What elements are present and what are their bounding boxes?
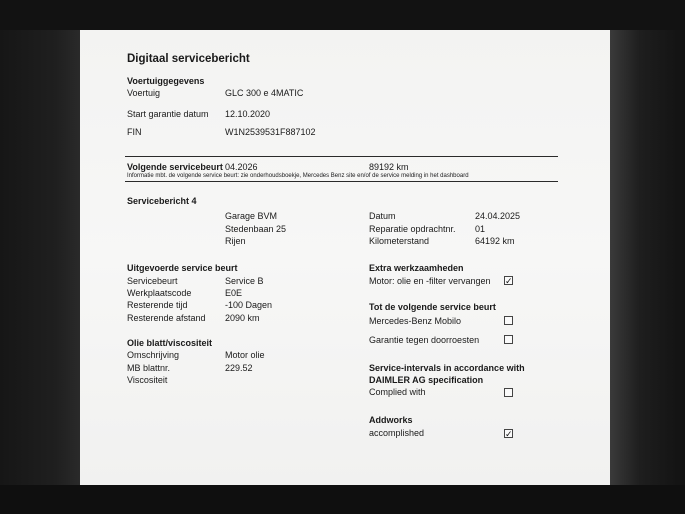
until-next-heading: Tot de volgende service beurt (369, 302, 496, 312)
performed-value: 2090 km (225, 313, 260, 323)
checkmark-icon: ✓ (505, 429, 513, 439)
date-value: 24.04.2025 (475, 211, 521, 221)
performed-value: -100 Dagen (225, 300, 273, 310)
performed-heading: Uitgevoerde service beurt (127, 263, 238, 273)
rust-warranty-checkbox[interactable] (504, 335, 513, 344)
service-report-screen (80, 30, 610, 485)
mobilo-checkbox[interactable] (504, 316, 513, 325)
photo-top-edge (0, 0, 685, 30)
divider (125, 156, 558, 157)
until-next-item-label: Mercedes-Benz Mobilo (369, 316, 462, 326)
next-service-date: 04.2026 (225, 162, 258, 172)
intervals-heading-line2: DAIMLER AG specification (369, 375, 484, 385)
fin-value: W1N2539531F887102 (225, 127, 316, 137)
next-service-note: Informatie mbt. de volgende service beurt: zie onderhoudsboekje, Mercedes Benz site en/of de service melding in het dashboard (127, 173, 469, 179)
performed-label: Resterende afstand (127, 313, 206, 323)
performed-value: Service B (225, 276, 264, 286)
odometer-label: Kilometerstand (369, 236, 430, 246)
intervals-heading-line1: Service-intervals in accordance with (369, 363, 525, 373)
fin-label: FIN (127, 127, 142, 137)
vehicle-heading: Voertuiggegevens (127, 76, 205, 86)
accomplished-checkbox[interactable] (504, 429, 513, 438)
report-heading: Servicebericht 4 (127, 196, 197, 206)
garage-street: Stedenbaan 25 (225, 224, 287, 234)
vehicle-model-value: GLC 300 e 4MATIC (225, 88, 304, 98)
extra-checkbox[interactable] (504, 276, 513, 285)
monitor-bezel-left (0, 30, 80, 485)
addworks-item-label: accomplished (369, 428, 425, 438)
next-service-km: 89192 km (369, 162, 409, 172)
checkmark-icon: ✓ (505, 276, 513, 286)
performed-label: Resterende tijd (127, 300, 188, 310)
oil-label: Viscositeit (127, 375, 168, 385)
intervals-item-label: Complied with (369, 387, 426, 397)
date-label: Datum (369, 211, 396, 221)
extra-heading: Extra werkzaamheden (369, 263, 464, 273)
oil-value: 229.52 (225, 363, 253, 373)
vehicle-model-label: Voertuig (127, 88, 161, 98)
oil-label: MB blattnr. (127, 363, 171, 373)
garage-city: Rijen (225, 236, 246, 246)
order-value: 01 (475, 224, 486, 234)
warranty-label: Start garantie datum (127, 109, 209, 119)
odometer-value: 64192 km (475, 236, 515, 246)
performed-label: Werkplaatscode (127, 288, 192, 298)
performed-label: Servicebeurt (127, 276, 178, 286)
warranty-value: 12.10.2020 (225, 109, 271, 119)
addworks-heading: Addworks (369, 415, 413, 425)
oil-value: Motor olie (225, 350, 265, 360)
performed-value: E0E (225, 288, 243, 298)
divider (125, 181, 558, 182)
garage-name: Garage BVM (225, 211, 278, 221)
extra-item-label: Motor: olie en -filter vervangen (369, 276, 491, 286)
order-label: Reparatie opdrachtnr. (369, 224, 456, 234)
photo-bottom-edge (0, 485, 685, 514)
complied-checkbox[interactable] (504, 388, 513, 397)
oil-heading: Olie blatt/viscositeit (127, 338, 213, 348)
until-next-item-label: Garantie tegen doorroesten (369, 335, 480, 345)
next-service-label: Volgende servicebeurt (127, 162, 223, 172)
oil-label: Omschrijving (127, 350, 180, 360)
page-title: Digitaal servicebericht (127, 53, 250, 65)
monitor-bezel-right (610, 30, 685, 485)
